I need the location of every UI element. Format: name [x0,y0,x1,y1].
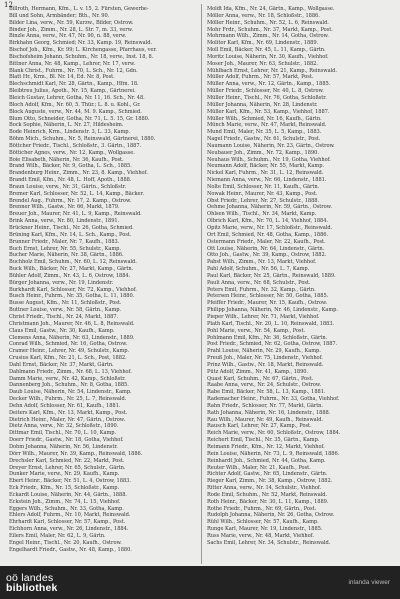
viewer-footer [0,566,400,599]
directory-entry: Peters Emil, Fuhrm., Nr. 32, Kamp., Gärtn. [207,286,316,293]
directory-entry: Damm Marie, verw., Nr. 42, Kamp., Schloßstr. [9,375,126,382]
directory-entry: Reich Marie, verw., Nr. 60, Schloßstr., Ostrow, 1884. [207,430,341,437]
directory-entry: Müller Wilh., Schmied, Nr. 16, Kaufh., Gärtn. [207,115,322,122]
directory-entry: Ritter Anna, verw., Nr. 14, Schulstr., Viehhof. [207,485,322,492]
directory-entry: Binzle Anna, verw., Nr. 47, Nr. 90, n. 88, verw. [9,33,127,40]
directory-entry: Müller Heinr., Tischl., Nr. 76, Gotha, Schloßstr. [207,94,327,101]
directory-entry: Bischofsheim Johann, Schuhm., Nr. 18, verw., Inst. 18, 8. [9,53,154,60]
directory-entry: Münch Marie, verw., Nr. 47, Markt, Reinswald. [207,122,327,129]
directory-entry: Clemens Anna, Näherin, Nr. 63, Lindenstr., 1889. [9,334,135,341]
directory-entry: Otto Joh., Gastw., Nr. 39, Kamp., Ostrow, 1882. [207,252,327,259]
directory-entry: Bloch Adolf, Kfm., Nr. 60, 5. Thür.; L. 8. u. Kohl., Gr. [9,101,141,108]
directory-entry: Nickel Karl, Fuhrm., Nr. 31, L. 12, Reinswald. [207,170,324,177]
directory-entry: Niemann Anna, verw., Nr. 66, Lindenstr., 1881. [207,177,327,184]
directory-entry: Christ Friedr., Tischl., Nr. 24, Markt, 1887. [9,313,119,320]
directory-entry: Bilder Lina, verw., Nr. 59, Kurzw., Bilder, Ostrow. [9,19,134,26]
directory-entry: Dehn Adolf, Schlosser, Nr. 61, Kaufh., 1881. [9,402,121,409]
directory-entry: Ebert Heinr., Bäcker, Nr. 51, L. 4, Ostrow, 1883. [9,478,131,485]
directory-entry: Bittner Anna, Nr. 48, Kamp., Lehrer, Nr. 17, verw. [9,60,136,67]
directory-entry: Brüning Karl, Kfm., Nr. 14, L. Sch., Kamp., Post. [9,231,132,238]
directory-entry: Mohr Frdr., Schuhm., Nr. 37, Markt, Kamp., Post. [207,26,333,33]
directory-entry: Bleibtreu Julius, Apoth., Nr. 15, Kamp., Gärtnerei. [9,88,136,95]
directory-entry: Bucher Marie, Näherin, Nr. 38, Gärtn., 1886. [9,252,124,259]
directory-entry: Dietrich Heinr., Maler, Nr. 47, Gärtn., Ostrow. [9,416,126,423]
directory-entry: Claus Emil, Gastw., Nr. 30, Kaufh., Kamp. [9,327,115,334]
directory-entry: Blank Christ., Fuhrm., Nr. 70, L. Sch., Nr. 12, Gdn. [9,67,138,74]
directory-entry: Dittmar Emil, Tischl., Nr. 70, L. 10, Kamp. [9,430,117,437]
directory-entry: Dahlmann Friedr., Zimm., Nr. 68, L. 13, Viehhof. [9,368,132,375]
directory-entry: Ort Emil, Schmied, Nr. 48, Gotha, Kamp., 1886. [207,231,329,238]
directory-entry: Russ Marie, verw., Nr. 48, Markt, Viehhof. [207,532,314,539]
directory-entry: Müller Anna, verw., Nr. 12, Gärtn., Kamp., 1885. [207,81,331,88]
viewer-label: inlanda viewer [348,579,390,586]
directory-entry: Conrad Wilh., Schmied, Nr. 16, Gotha, Ostrow. [9,341,128,348]
directory-entry: Rühl Wilh., Schlosser, Nr. 57, Kaufh., Kamp. [207,519,319,526]
directory-entry: Doerr Friedr., Gastw., Nr. 18, Gotha, Viehhof. [9,437,124,444]
directory-entry: Rahn Friedr., Schlosser, Nr. 77, Markt, Gärtn. [207,402,323,409]
logo-line2: bibliothek [6,581,58,594]
directory-entry: Bremer Karl, Schlosser, Nr. 52, L. 14, Kamp., Bäcker. [9,190,144,197]
directory-entry: Rausch Karl, Lehrer, Nr. 27, Kamp., Post. [207,423,312,430]
directory-entry: Deiters Karl, Kfm., Nr. 13, Markt, Kamp., Post. [9,409,128,416]
directory-entry: Pohl Marie, verw., Nr. 54, Kamp., Post. [207,327,306,334]
directory-entry: Eilers Emil, Maler, Nr. 62, L. 9, Gärtn. [9,532,106,539]
directory-entry: Daub Louise, Näherin, Nr. 54, Lindenstr., Kamp. [9,389,132,396]
directory-entry: Bürger Johanna, verw., Nr. 19, Lindenstr. [9,279,114,286]
directory-entry: Reimann Friedr., Kfm., Nr. 12, Markt, Viehhof. [207,444,325,450]
directory-entry: Mohrmann Wilh., Zimm., Nr. 14, Gotha, Ostrow. [207,33,329,40]
directory-entry: Dannenberg Joh., Schuhm., Nr. 8, Gotha, 1885. [9,382,129,389]
directory-entry: Möller Heinr., Schuhm., Nr. 52, L. 6, Reinswald. [207,19,329,26]
directory-entry: Reinhardt Joh., Schmied, Nr. 44, Gotha, Kamp. [207,457,326,464]
directory-entry: Neuhaus Wilh., Schuhm., Nr. 19, Gotha, Viehhof. [207,156,331,163]
directory-entry: Rudolph Johanna, Näherin, Nr. 26, Gotha, Ostrow. [207,512,335,519]
directory-entry: Rothe Friedr., Fuhrm., Nr. 69, Gärtn., Post. [207,505,317,512]
directory-entry: Ehrhardt Karl, Schlosser, Nr. 57, Kamp., Post. [9,519,126,526]
directory-entry: Ostermann Friedr., Maler, Nr. 22, Kaufh., Post. [207,238,326,245]
directory-entry: Brückner Heinr., Tischl., Nr. 26, Gotha, Schmied. [9,225,134,231]
right-column [207,6,395,547]
directory-entry: Molitor Karl, Kfm., Nr. 69, Lindenstr., 1889. [207,40,319,47]
directory-entry: Pütz Adolf, Zimm., Nr. 41, Kamp., 1890. [207,368,309,375]
directory-entry: Preuß Joh., Maler, Nr. 75, Lindenstr., Viehhof. [207,355,323,362]
directory-entry: Prahl Louise, Näherin, Nr. 29, Kaufh., Kamp. [207,348,321,355]
directory-entry: Block Auguste, verw., Nr. 44, M. 9. Kamp., Schmied. [9,108,142,115]
directory-entry: Moritz Louise, Näherin, Nr. 30, Kaufh., Viehhof. [207,53,329,60]
directory-entry: Brandenburg Heinr., Zimm., Nr. 23, 8. Kamp., Viehhof. [9,170,148,177]
directory-entry: Möller Anna, verw., Nr. 18, Schloßstr., 1886. [207,12,320,19]
directory-entry: Brand Wilh., Bäcker, Nr. 9, Gotha, L. Sch., 1885. [9,163,132,170]
directory-entry: Eck Friedr., Kfm., Nr. 15, Schloßstr., Kamp. [9,485,120,492]
directory-entry: Eichhorn Anna, verw., Nr. 26, Lindenstr., 1884. [9,526,129,533]
directory-entry: Post Friedr., Schmied, Nr. 62, Gotha, Ostrow, 1887. [207,341,338,348]
directory-entry: Müller Karl, Kfm., Nr. 53, Kamp., Viehhof, 1887. [207,108,330,115]
directory-entry: Drechsler Karl, Schmied, Nr. 22, Markt, Post. [9,457,125,464]
directory-entry: Dunker Marie, verw., Nr. 29, Kaufh., Kamp. [9,471,120,478]
directory-entry: Eckstein Joh., Zimm., Nr. 74, L. 15, Viehhof. [9,498,121,505]
directory-entry: Nowak Heinr., Maurer, Nr. 43, Kamp., Post. [207,190,318,197]
directory-entry: Oehme Johanna, Näherin, Nr. 59, Gärtn., Ostrow. [207,204,332,211]
directory-entry: Rademacher Heinr., Fuhrm., Nr. 33, Gotha, Viehhof. [207,396,340,403]
directory-entry: Pohlmann Emil, Kfm., Nr. 36, Schloßstr., Gärtn. [207,334,328,341]
directory-entry: Nolte Emil, Schlosser, Nr. 11, Kaufh., Gärtn. [207,183,320,190]
directory-entry: Paul Karl, Bäcker, Nr. 25, Gärtn., Reinswald, 1889. [207,272,336,279]
directory-entry: Birkhahn Georg, Schmied; Nr. 33, Kamp. 19, Reinswald. [9,40,152,47]
directory-entry: Blum Otto, Schneider, Gotha, Nr. 71, L. 5. 15, Gr. 1880. [9,115,150,122]
directory-entry: Dreyer Ernst, Lehrer, Nr. 65, Schulstr., Gärtn. [9,464,126,471]
directory-entry: Reuter Wilh., Maler, Nr. 21, Kaufh., Post. [207,464,311,471]
directory-entry: Cramer Heinr., Lehrer, Nr. 49, Schulstr., Kamp. [9,348,130,355]
directory-entry: Burkhardt Karl, Schlosser, Nr. 72, Kamp., Viehhof. [9,286,137,293]
directory-entry: Prinz Wilh., Gastw., Nr. 18, Markt, Reinswald. [207,361,324,368]
directory-entry: Bötticher Agnes, verw., Nr. 12, Kamp., Wollgasse. [9,149,135,156]
directory-entry: Rau Wilh., Maurer, Nr. 49, Kaufh., Reinswald. [207,416,323,423]
directory-entry: Binder Joh., Zimm., Nr. 28, L. Str. 7, m. 33, verw. [9,26,133,33]
directory-entry: Richter Adolf, Gastw., Nr. 65, Lindenstr., Gärtn. [207,471,328,478]
directory-entry: Dahl Ernst, Bäcker, Nr. 37, Markt, Gärtn. [9,361,114,368]
directory-entry: Boie Elisabeth, Näherin, Nr. 36, Kaufh., Post. [9,156,124,163]
directory-entry: Quast Karl, Schuhm., Nr. 67, Gärtn., Post. [207,375,314,382]
directory-entry: Olbrich Karl, Kfm., Nr. 70, L. 14, Viehhof, 1884. [207,218,328,225]
directory-entry: Bühler Adolf, Zimm., Nr. 43, L. 6, Ostrow, 1884. [9,272,131,279]
directory-entry: Mund Emil, Maler, Nr. 35, L. 5, Kamp., 1883. [207,129,322,136]
library-logo[interactable] [0,573,58,593]
directory-entry: Rabe Emil, Bäcker, Nr. 58, L. 13, Kamp., 1881. [207,389,326,396]
directory-entry: Philipp Johanna, Näherin, Nr. 46, Lindenstr., Kamp. [207,307,338,314]
directory-entry: Runge Karl, Maurer, Nr. 19, Lindenstr., 1885. [207,526,323,533]
directory-entry: Brunner Friedr., Maler, Nr. 7, Kaufh., 1883. [9,238,120,245]
logo-text [6,573,58,593]
directory-entry: Rein Louise, Näherin, Nr. 73, L. 9, Reinswald, 1886. [207,450,340,457]
directory-entry: Raabe Anna, verw., Nr. 24, Schulstr., Ostrow. [207,382,322,389]
directory-entry: Naumann Louise, Näherin, Nr. 23, Gärtn., Ostrow. [207,142,335,149]
directory-entry: Buttner Louise, verw., Nr. 58, Gärtn., Kamp. [9,307,122,314]
directory-entry: Bock Sophie, Näherin, L. Nr. 27, Hildesheim. [9,122,124,129]
directory-entry: Plath Karl, Tischl., Nr. 20, L. 10, Reinswald, 1883. [207,320,334,327]
directory-entry: Buchholz Emil, Schuhm., Nr. 60, L. 12, Reinswald. [9,259,137,266]
directory-entry: Neubauer Joh., Zimm., Nr. 72, Kamp., 1890. [207,149,319,156]
directory-entry: Roth Heinr., Bäcker, Nr. 30, L. 11, Kamp., 1889. [207,498,329,505]
directory-entry: Engelhardt Friedr., Gastw., Nr. 48, Kamp., 1880. [9,546,132,553]
directory-entry: Müller Adolf, Fuhrm., Nr. 57, Markt, Post. [207,74,314,81]
directory-entry: Böhm Mich., Schuhm., Nr. 5, Reinswald, Gärtnerei, 1880. [9,136,156,143]
directory-entry: Moser Joh., Maurer, Nr. 63, Schulstr., 1882. [207,60,318,67]
directory-entry: Böttcher Friedr., Tischl., Schloßstr., 3. Gärtn., 1887. [9,142,142,149]
directory-entry: Rode Emil, Schuhm., Nr. 52, Markt, Reinswald. [207,491,328,498]
directory-entry: Eckardt Louise, Näherin, Nr. 44, Gärtn., 1888. [9,491,127,498]
directory-entry: Moldt Ida, Kfm., Nr. 24, Gärtn., Kamp., Wollgasse. [207,6,335,12]
directory-entry: Busse August, Kfm., Nr. 11, Schloßstr., Post. [9,300,122,307]
directory-entry: Dohm Johanna, Näherin, Nr. 56, Lindenstr. [9,444,118,450]
directory-entry: Eggers Wilh., Schuhm., Nr. 33, Gotha, Kamp. [9,505,124,512]
directory-entry: Rieger Karl, Zimm., Nr. 38, Kamp., Ostrow, 1882. [207,478,333,485]
directory-entry: Crusius Karl, Kfm., Nr. 21, L. Sch., Post, 1882. [9,355,127,362]
directory-entry: Pahl Adolf, Schuhm., Nr. 56, L. 7, Kamp. [207,266,310,273]
directory-entry: Brink Anna, verw., Nr. 80, Lindenstr., 1891. [9,218,120,225]
page-number: 12 [4,1,13,9]
directory-entry: Busch Heinr., Fuhrm., Nr. 35, Gotha, L. 11, 1880. [9,293,135,300]
directory-entry: Ohlsen Wilh., Tischl., Nr. 34, Markt, Kamp. [207,211,317,218]
directory-entry: Müller Johanna, Näherin, Nr. 28, Lindenstr. [207,101,318,108]
directory-entry: Blatt Hr., Krm., Bl. Nr. 14, Ed. Nr. 8, Post. [9,74,115,81]
directory-entry: Dörr Wilh., Maurer, Nr. 39, Kamp., Reinswald, 1886. [9,450,143,457]
directory-entry: Christmann Joh., Maurer, Nr. 46, L. 8, Reinswald. [9,320,135,327]
directory-entry: Blechschmidt Karl, Nr. 28, Gärtn., Kamp., Hfm. 18. [9,81,139,88]
directory-entry: Rath Johanna, Näherin, Nr. 16, Lindenstr., 1888. [207,409,331,416]
directory-entry: Ehlers Adolf, Fuhrm., Nr. 10, Markt, Reinswald. [9,512,131,519]
directory-entry: Brandt Emil, Kfm., Nr. 48, L. Hoff, Apoth., 1888. [9,177,132,184]
directory-entry: Bischof Joh., Kfm., Kr. 99; L. Kirchengasse, Pfarrhaus, ver. [9,47,157,54]
directory-entry: Brenner Wilh., Gastw., Nr. 66, Markt, 1879. [9,204,120,211]
directory-entry: Pabst Wilh., Zimm., Nr. 13, Markt, Viehhof. [207,259,317,266]
logo-line1: oö landes [6,571,54,584]
directory-entry: Bleich Gustav, Lehrer, Gotha, Nr. 11, 16. Sch., Nr. 48. [9,94,145,101]
directory-entry: Neumann Adolf, Bäcker, Nr. 55, Markt, Kamp. [207,163,324,170]
directory-entry: Decker Wilh., Fuhrm., Nr. 25, L. 7, Reinswald. [9,396,127,403]
directory-entry: Bode Heinrich, Krm., Lindenstr. 3, L. 33, Kamp. [9,129,131,136]
left-column [9,6,197,554]
directory-entry: Reichert Emil, Tischl., Nr. 35, Gärtn., Kamp. [207,437,320,444]
directory-entry: Sachs Emil, Lehrer, Nr. 34, Schulstr., Reinswald. [207,539,331,546]
directory-entry: Bill und Sohn, Armbänder; Bth., Nr. 90. [9,12,110,19]
directory-entry: Dietz Anna, verw., Nr. 32, Schloßstr., 1890. [9,423,119,430]
directory-entry: Müller Friedr., Schlosser, Nr. 40, L. 8, Ostrow. [207,88,324,95]
directory-entry: Mühlbach Ernst, Lehrer, Nr. 21, Kamp., Reinswald. [207,67,337,74]
directory-entry: Brendel Aug., Fuhrm., Nr. 17, 2. Kamp., Ostrow. [9,197,132,204]
directory-entry: Ott Louise, Näherin, Nr. 64, Lindenstr., Gärtn. [207,245,325,252]
directory-entry: Breuer Joh., Maurer, Nr. 41, L. 9, Kamp., Reinswald. [9,211,142,218]
directory-entry: Petersen Heinr., Schlosser, Nr. 50, Gotha, 1885. [207,293,329,300]
directory-entry: Pauli Anna, verw., Nr. 68, Schulstr., Post. [207,279,311,286]
directory-entry: Opitz Marie, verw., Nr. 17, Schloßstr., Reinswald. [207,225,333,231]
directory-entry: Engel Heinr., Tischl., Nr. 20, Kaufh., Ostrow. [9,539,122,546]
directory-entry: Buch Ernst, Lehrer, Nr. 55, Schulstr., Kamp. [9,245,121,252]
directory-entry: Buck Wilh., Bäcker, Nr. 27, Markt, Kamp., Gärtn. [9,266,134,273]
directory-entry: Billroth, Hermann, Kfm., L. v. 15, 2. Fürsten, Gewerbe- [9,6,149,12]
directory-entry: Nagel Friedr., Gastw., Nr. 61, Schulstr., Post. [207,136,321,143]
directory-entry: Pfeiffer Friedr., Maurer, Nr. 15, Kaufh., Ostrow. [207,300,328,307]
directory-entry: Braun Louise, verw., Nr. 31, Gärtn., Schloßstr. [9,183,127,190]
column-divider [201,4,202,564]
directory-entry: Moll Emil, Bäcker, Nr. 45, L. 11, Kamp., Gärtn. [207,47,326,54]
directory-entry: Obst Friedr., Lehrer, Nr. 27, Schulstr., 1888. [207,197,320,204]
directory-entry: Pieper Wilh., Lehrer, Nr. 71, Markt, Viehhof. [207,313,320,320]
